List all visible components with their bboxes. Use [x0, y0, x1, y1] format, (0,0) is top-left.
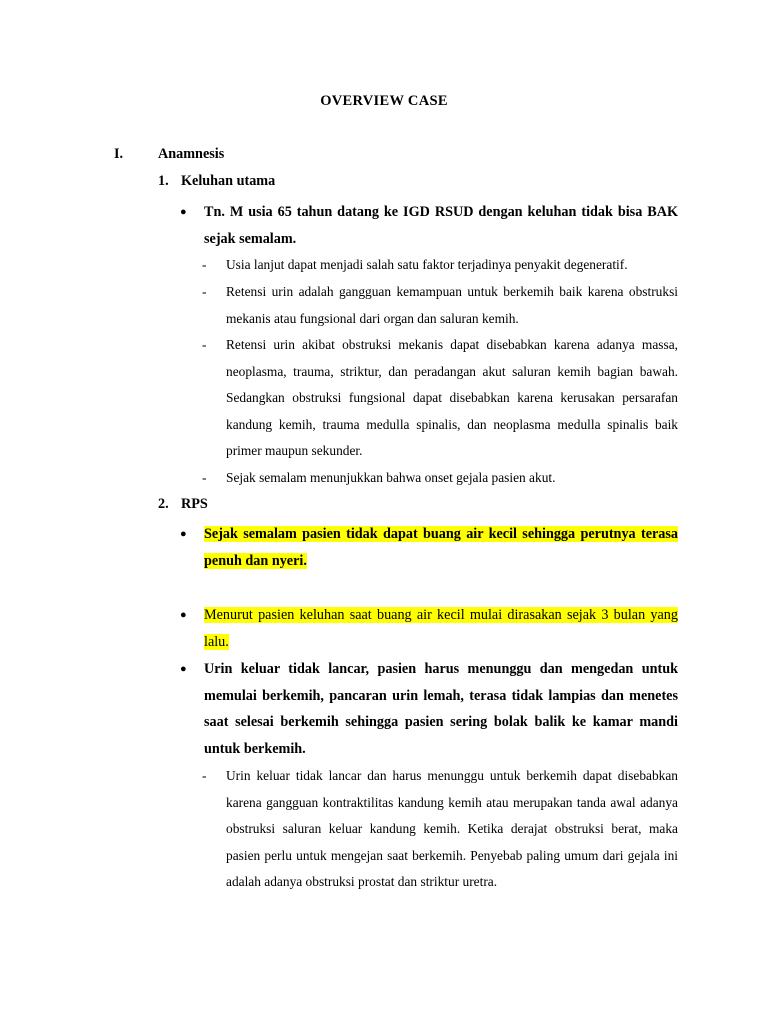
bullet-icon: ● — [180, 663, 187, 675]
bullet-icon: ● — [180, 609, 187, 621]
dash-marker: - — [202, 284, 207, 299]
list-item — [180, 521, 678, 574]
dash-marker: - — [202, 768, 207, 783]
list-item — [200, 332, 678, 465]
subsection-number: 1. — [158, 173, 169, 189]
list-item — [200, 252, 678, 279]
subsection-title: Keluhan utama — [181, 173, 276, 189]
dash-text: Sejak semalam menunjukkan bahwa onset gejala pasien akut. — [226, 470, 556, 485]
bullet-icon: ● — [180, 528, 187, 540]
dash-marker: - — [202, 470, 207, 485]
page-title: OVERVIEW CASE — [320, 93, 448, 109]
bullet-icon: ● — [180, 206, 187, 218]
list-item — [200, 763, 678, 896]
bullet-text — [204, 521, 678, 574]
bullet-text: Tn. M usia 65 tahun datang ke IGD RSUD dengan keluhan tidak bisa BAK sejak semalam. — [204, 204, 678, 247]
subsection-title: RPS — [181, 496, 208, 512]
dash-text: Usia lanjut dapat menjadi salah satu faktor terjadinya penyakit degeneratif. — [226, 257, 628, 272]
subsection-heading-keluhan-utama — [158, 173, 275, 190]
list-item — [180, 656, 678, 762]
subsection-number: 2. — [158, 496, 169, 512]
list-item — [180, 199, 678, 252]
list-item — [180, 602, 678, 655]
bullet-text: Urin keluar tidak lancar, pasien harus menunggu dan mengedan untuk memulai berkemih, pancaran urin lemah, terasa tidak lampias dan menetes saat selesai berkemih sehingga pasien sering bolak balik ke kamar mandi untuk berkemih. — [204, 661, 678, 757]
section-number: I. — [114, 146, 124, 162]
highlighted-text: Menurut pasien keluhan saat buang air kecil mulai dirasakan sejak 3 bulan yang lalu. — [204, 607, 678, 650]
highlighted-text: Sejak semalam pasien tidak dapat buang air kecil sehingga perutnya terasa penuh dan nyeri. — [204, 526, 678, 569]
subsection-heading-rps — [158, 496, 208, 513]
dash-text: Retensi urin adalah gangguan kemampuan untuk berkemih baik karena obstruksi mekanis atau fungsional dari organ dan saluran kemih. — [226, 284, 678, 326]
dash-text: Retensi urin akibat obstruksi mekanis dapat disebabkan karena adanya massa, neoplasma, trauma, striktur, dan peradangan akut saluran kemih bagian bawah. Sedangkan obstruksi fungsional dapat disebabkan karena kerusakan persarafan kandung kemih, trauma medulla spinalis, dan neoplasma medulla spinalis baik primer maupun sekunder. — [226, 337, 678, 458]
list-item — [200, 279, 678, 332]
list-item — [200, 465, 678, 492]
section-title: Anamnesis — [158, 146, 225, 162]
bullet-text — [204, 602, 678, 655]
dash-marker: - — [202, 337, 207, 352]
dash-text: Urin keluar tidak lancar dan harus menunggu untuk berkemih dapat disebabkan karena gangguan kontraktilitas kandung kemih atau merupakan tanda awal adanya obstruksi saluran keluar kandung kemih. Ketika derajat obstruksi berat, maka pasien perlu untuk mengejan saat berkemih. Penyebab paling umum dari gejala ini adalah adanya obstruksi prostat dan striktur uretra. — [226, 768, 678, 889]
dash-marker: - — [202, 257, 207, 272]
